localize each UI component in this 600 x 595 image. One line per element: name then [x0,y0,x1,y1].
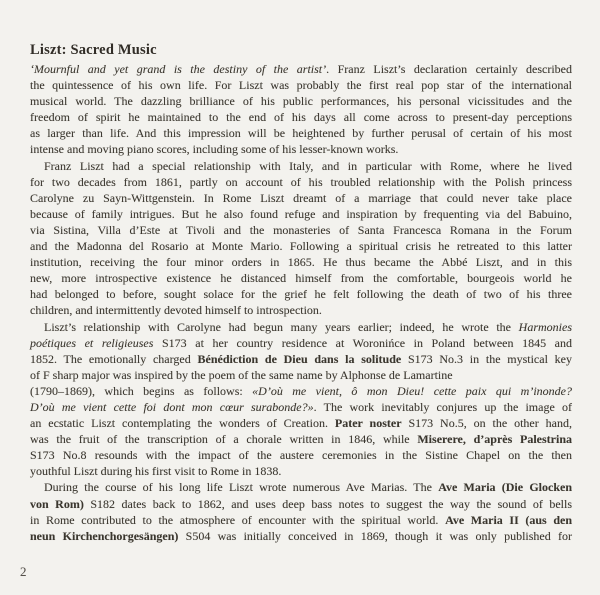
body-text: as larger than life. And this impression will be heightened by further perusal of certain of his most [30,126,572,141]
work-title-text: Miserere, d’après Palestrina [417,432,572,447]
body-text: was the fruit of the transcription of a chorale written in 1846, while [30,432,418,447]
text-line [30,190,572,206]
body-text: because of family intrigues. But he also found refuge and inspiration by frequenting via del Babuino, [30,206,572,221]
body-text: and the Madonna del Rosario at Monte Mario. Following a spiritual crisis he retreated to this latter [30,239,572,254]
text-line [30,367,572,383]
body-text: new, more introspective existence he distanced himself from the comfortable, bourgeois world he [30,271,572,286]
text-line [30,222,572,238]
text-line [30,174,572,190]
body-text: (1790–1869), which begins as follows: [30,383,253,398]
text-line [30,496,572,512]
body-text: Franz Liszt had a special relationship with Italy, and in particular with Rome, where he lived [44,158,572,173]
quotation-text: ‘Mournful and yet grand is the destiny of the artist’ [30,62,327,76]
text-line [30,351,572,367]
body-text: musical world. The dazzling brilliance of his public performances, his personal vicissitudes and the [30,94,572,109]
body-text: children, and intermittently devoted himself to introspection. [30,303,322,318]
work-title-text: Bénédiction de Dieu dans la solitude [197,351,402,366]
body-text: . The work inevitably conjures up the image of [313,399,572,414]
quotation-text: poétiques et religieuses [30,335,154,350]
text-line [30,302,572,318]
text-line [30,335,572,351]
body-text: intense and moving piano scores, including some of his lesser-known works. [30,142,399,157]
page-number: 2 [20,564,27,579]
text-line [30,238,572,254]
text-line [30,125,572,141]
text-line [30,463,572,479]
work-title-text: von Rom) [30,496,84,511]
text-line [30,512,572,528]
body-text: of F sharp major was inspired by the poem of the same name by Alphonse de Lamartine [30,367,453,382]
text-line [30,399,572,415]
text-line [30,61,572,77]
body-text: via Sistina, Villa d’Este at Tivoli and the monasteries of Santa Francesca Romana in the Forum [30,222,572,237]
body-text: institution, receiving the four minor orders in 1865. He thus became the Abbé Liszt, and in this [30,255,572,270]
work-title-text: neun Kirchenchorgesängen) [30,528,179,543]
work-title-text: Ave Maria II (aus den [445,512,572,527]
body-text: S173 No.5, on the other hand, [401,416,572,431]
text-line [30,77,572,93]
text-line [30,431,572,447]
text-line [30,415,572,431]
text-line [30,383,572,399]
text-line [30,319,572,335]
body-text: had belonged to before, sought solace for the grief he felt following the death of two of his three [30,287,572,302]
body-text: the quintessence of his own life. For Liszt was probably the first real pop star of the international [30,78,572,93]
body-text: S173 at her country residence at Woronińce in Poland between 1845 and [153,335,572,350]
body-text: Carolyne zu Sayn-Wittgenstein. In Rome Liszt dreamt of a marriage that could never take place [30,190,572,205]
page-title: Liszt: Sacred Music [30,42,157,58]
body-text: 1852. The emotionally charged [30,351,198,366]
body-text: an ecstatic Liszt contemplating the wonders of Creation. [30,416,335,431]
body-text: Liszt’s relationship with Carolyne had begun many years earlier; indeed, he wrote the [44,319,519,334]
text-line [30,447,572,463]
quotation-text: D’où me vient cette foi dont mon cœur surabonde?» [30,399,314,414]
text-line [30,270,572,286]
text-line [30,109,572,125]
booklet-text [30,61,572,544]
body-text: freedom of spirit he maintained to the end of his days all come across to present-day perceptions [30,110,572,125]
text-line [30,479,572,495]
text-line [30,254,572,270]
body-text: youthful Liszt during his first visit to Rome in 1838. [30,464,282,479]
body-text: S182 dates back to 1862, and uses deep bass notes to suggest the way the sound of bells [83,496,572,511]
work-title-text: Ave Maria (Die Glocken [438,480,572,495]
quotation-text: «D’où me vient, ô mon Dieu! cette paix qui m’inonde? [252,383,572,398]
body-text: for two decades from 1861, partly on account of his troubled relationship with the Polish princess [30,174,572,189]
body-text: in Rome contributed to the atmosphere of encounter with the spiritual world. [30,512,446,527]
text-line [30,286,572,302]
quotation-text: Harmonies [518,319,572,334]
booklet-text-block [30,42,572,544]
body-text: S173 No.3 in the mystical key [401,351,572,366]
text-line [30,528,572,544]
work-title-text: Pater noster [334,416,402,431]
body-text: S173 No.8 resounds with the impact of the austere ceremonies in the Sistine Chapel on the then [30,448,572,463]
body-text: During the course of his long life Liszt wrote numerous Ave Marias. The [44,480,439,495]
text-line [30,141,572,157]
body-text: . Franz Liszt’s declaration certainly described [326,62,573,76]
text-line [30,158,572,174]
text-line [30,206,572,222]
text-line [30,93,572,109]
body-text: S504 was initially conceived in 1869, though it was only published for [178,528,573,543]
